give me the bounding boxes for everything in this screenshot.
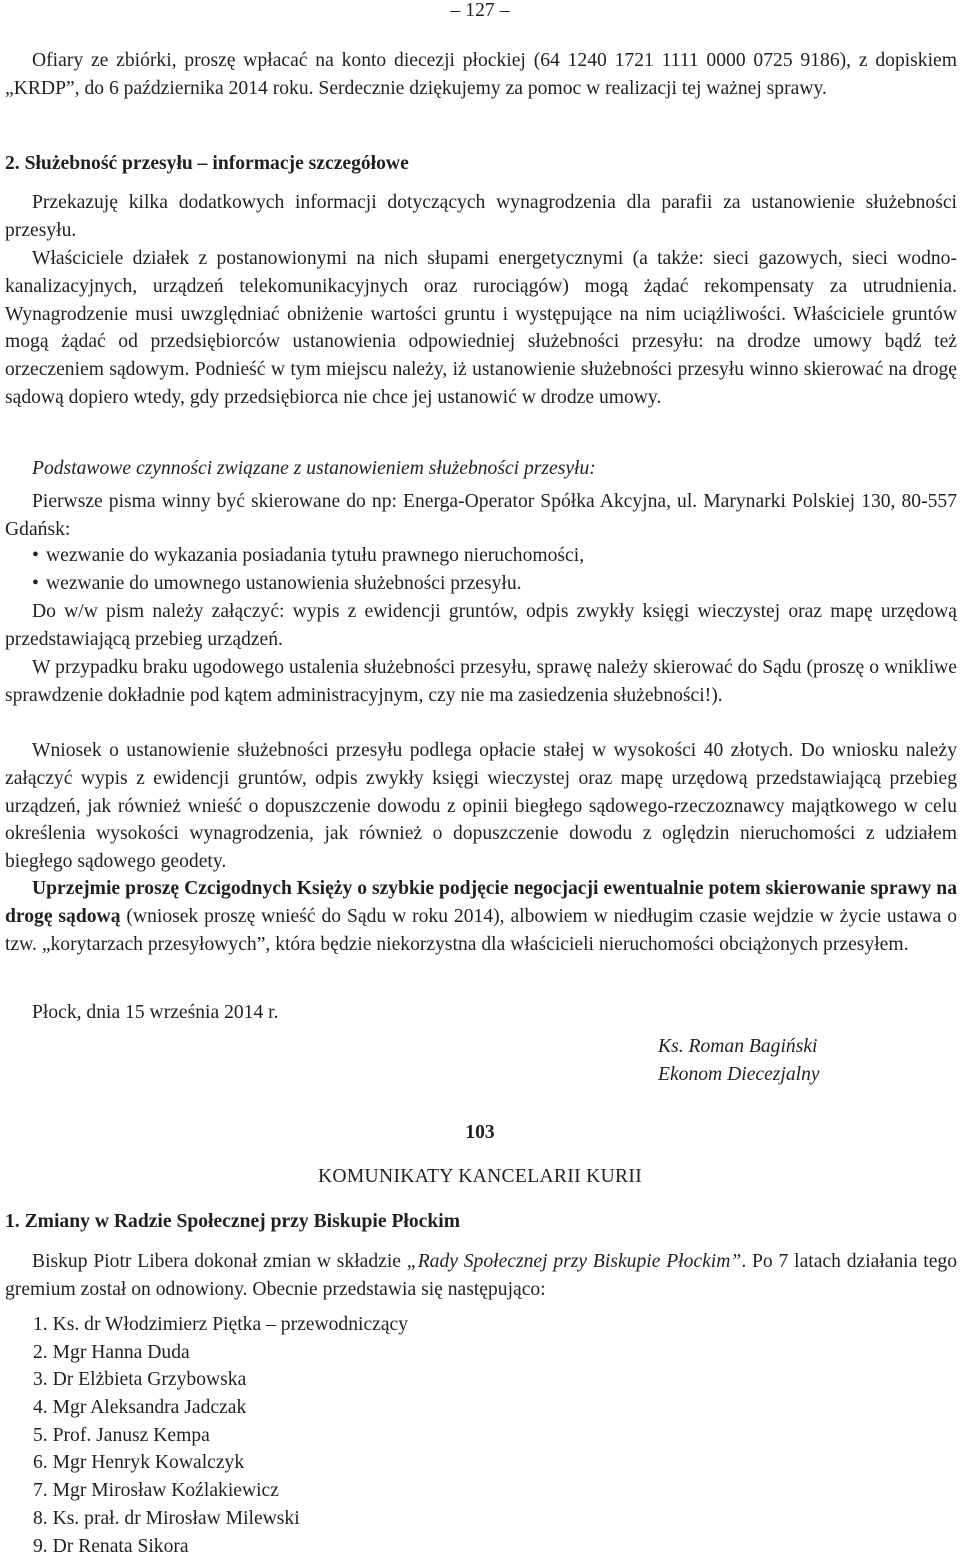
page-number: – 127 –	[0, 0, 960, 25]
place-date: Płock, dnia 15 września 2014 r.	[5, 999, 957, 1027]
intro-text-a: Biskup Piotr Libera dokonał zmian w składzie	[32, 1251, 407, 1272]
section-2-paragraph-1: Przekazuję kilka dodatkowych informacji dotyczących wynagrodzenia dla parafii za ustanowienie służebności przesyłu.	[5, 189, 957, 245]
section-103-heading: 1. Zmiany w Radzie Społecznej przy Biskupie Płockim	[5, 1208, 460, 1236]
intro-text-b: . Po 7 latach działania tego gremium został on odnowiony. Obecnie przedstawia się następująco:	[5, 1251, 957, 1300]
signature-name: Ks. Roman Bagiński	[658, 1033, 817, 1061]
section-103-intro	[5, 1248, 957, 1304]
bullet-text: wezwanie do wykazania posiadania tytułu prawnego nieruchomości,	[46, 545, 584, 566]
request-bold-text: Uprzejmie proszę Czcigodnych Księży o szybkie podjęcie negocjacji ewentualnie potem skierowanie sprawy na drogę sądową	[5, 878, 957, 927]
section-title: KOMUNIKATY KANCELARII KURII	[0, 1163, 960, 1191]
signature-title: Ekonom Diecezjalny	[658, 1061, 820, 1089]
intro-paragraph: Ofiary ze zbiórki, proszę wpłacać na konto diecezji płockiej (64 1240 1721 1111 0000 0725 9186), z dopiskiem „KRDP”, do 6 października 2014 roku. Serdecznie dziękujemy za pomoc w realizacji tej ważnej sprawy.	[5, 47, 957, 103]
bullet-icon: •	[32, 570, 46, 598]
section-2-paragraph-2: Właściciele działek z postanowionymi na nich słupami energetycznymi (a także: sieci gazowych, sieci wodno-kanalizacyjnych, urządzeń telekomunikacyjnych oraz rurociągów) mogą żądać rekompensaty za utrudnienia. Wynagrodzenie musi uwzględniać obniżenie wartości gruntu i występujące na nim uciążliwości. Właściciele gruntów mogą żądać od przedsiębiorców ustanowienia odpowiedniej służebności przesyłu: na drodze umowy bądź też orzeczeniem sądowym. Podnieść w tym miejscu należy, iż ustanowienie służebności przesyłu winno skierować na drogę sądową dopiero wtedy, gdy przedsiębiorca nie chce jej ustanowić w drodze umowy.	[5, 245, 957, 412]
list-item: 4. Mgr Aleksandra Jadczak	[33, 1394, 408, 1422]
section-number: 103	[0, 1119, 960, 1147]
list-item: 6. Mgr Henryk Kowalczyk	[33, 1449, 408, 1477]
list-item: 3. Dr Elżbieta Grzybowska	[33, 1366, 408, 1394]
section-2-paragraph-7	[5, 875, 957, 958]
list-item: 1. Ks. dr Włodzimierz Piętka – przewodniczący	[33, 1311, 408, 1339]
list-item: 8. Ks. prał. dr Mirosław Milewski	[33, 1505, 408, 1533]
bullet-icon: •	[32, 542, 46, 570]
section-2-paragraph-3: Pierwsze pisma winny być skierowane do np: Energa-Operator Spółka Akcyjna, ul. Marynarki Polskiej 130, 80-557 Gdańsk:	[5, 488, 957, 544]
bullet-text: wezwanie do umownego ustanowienia służebności przesyłu.	[46, 573, 522, 594]
section-2-paragraph-5: W przypadku braku ugodowego ustalenia służebności przesyłu, sprawę należy skierować do Sądu (proszę o wnikliwe sprawdzenie dokładnie pod kątem administracyjnym, czy nie ma zasiedzenia służebności!).	[5, 654, 957, 710]
section-2-heading: 2. Służebność przesyłu – informacje szczegółowe	[5, 150, 409, 178]
list-item: 5. Prof. Janusz Kempa	[33, 1422, 408, 1450]
council-name: „Rady Społecznej przy Biskupie Płockim”	[407, 1251, 742, 1272]
council-members-list	[33, 1311, 408, 1560]
list-item: 9. Dr Renata Sikora	[33, 1533, 408, 1560]
section-2-paragraph-4: Do w/w pism należy załączyć: wypis z ewidencji gruntów, odpis zwykły księgi wieczystej oraz mapę urzędową przedstawiającą przebieg urządzeń.	[5, 598, 957, 654]
bullet-item	[32, 570, 522, 598]
section-2-subheading: Podstawowe czynności związane z ustanowieniem służebności przesyłu:	[5, 455, 957, 483]
request-rest-text: (wniosek proszę wnieść do Sądu w roku 2014), albowiem w niedługim czasie wejdzie w życie ustawa o tzw. „korytarzach przesyłowych”, która będzie niekorzystna dla właścicieli nieruchomości obciążonych przesyłem.	[5, 906, 957, 955]
list-item: 2. Mgr Hanna Duda	[33, 1339, 408, 1367]
bullet-item	[32, 542, 584, 570]
section-2-paragraph-6: Wniosek o ustanowienie służebności przesyłu podlega opłacie stałej w wysokości 40 złotych. Do wniosku należy załączyć wypis z ewidencji gruntów, odpis zwykły księgi wieczystej oraz mapę urzędową przedstawiającą przebieg urządzeń, jak również wnieść o dopuszczenie dowodu z opinii biegłego sądowego-rzeczoznawcy majątkowego w celu określenia wysokości wynagrodzenia, jak również o dopuszczenie dowodu z oględzin nieruchomości z udziałem biegłego sądowego geodety.	[5, 737, 957, 876]
list-item: 7. Mgr Mirosław Koźlakiewicz	[33, 1477, 408, 1505]
